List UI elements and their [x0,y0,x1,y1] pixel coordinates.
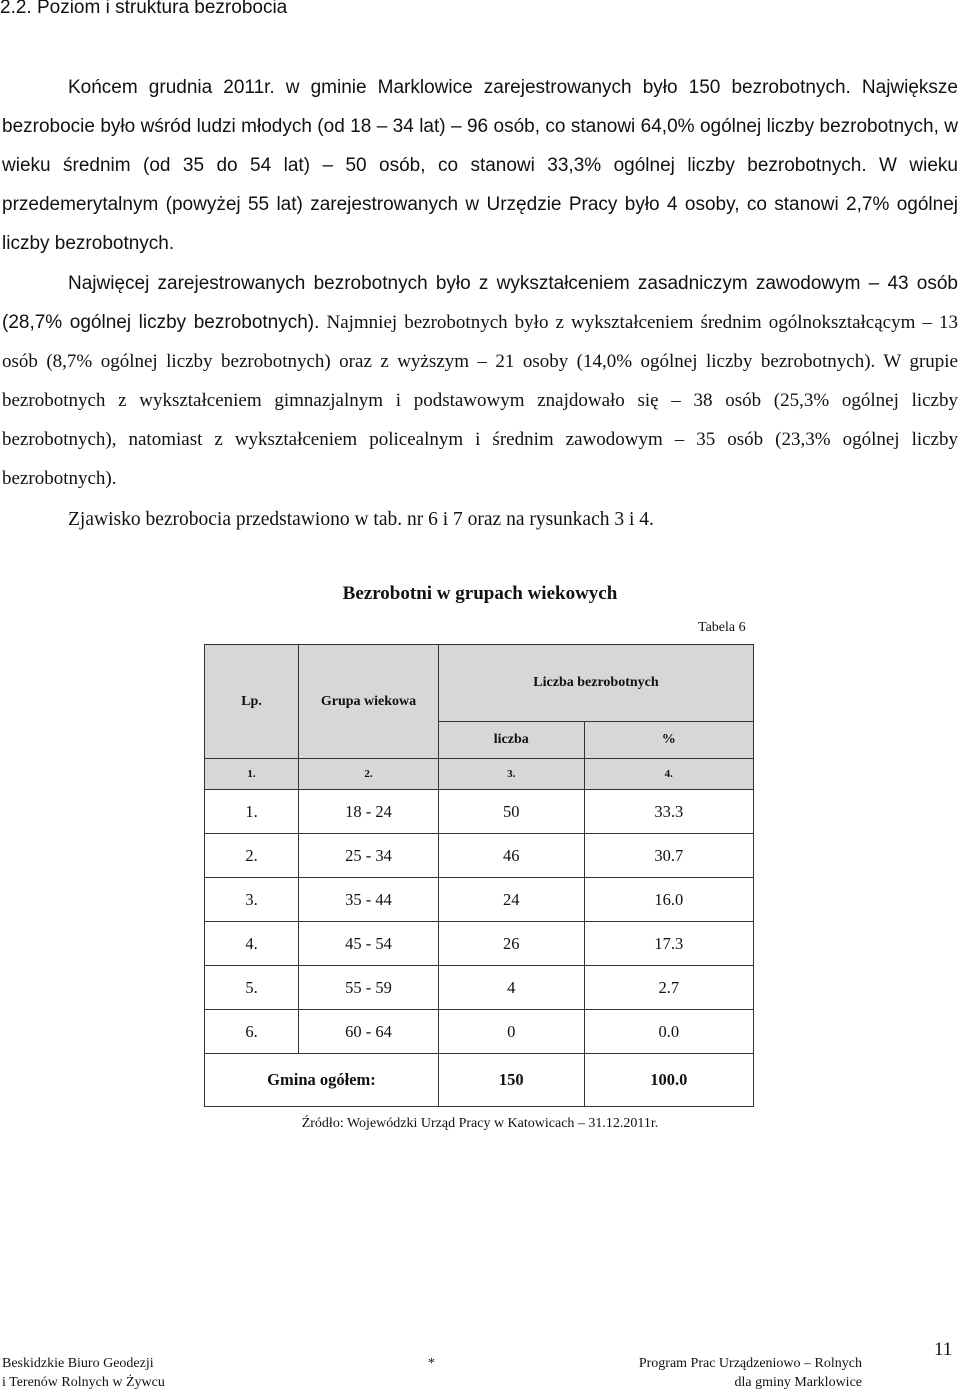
cell-count: 26 [438,922,584,966]
col-number: 4. [584,759,753,790]
header-lp: Lp. [205,645,299,759]
cell-lp: 3. [205,878,299,922]
section-heading: 2.2. Poziom i struktura bezrobocia [0,0,288,18]
page-number: 11 [934,1339,953,1360]
paragraph-part-b: Najmniej bezrobotnych było z wykształceniem średnim ogólnokształcącym – 13 osób (8,7% ogólnej liczby bezrobotnych) oraz z wyższym – 21 osoby (14,0% ogólnej liczby bezrobotnych). W grupie bezrobotnych z wykształceniem gimnazjalnym i podstawowym znajdowało się – 38 osób (25,3% ogólnej liczby bezrobotnych), natomiast z wykształceniem policealnym i średnim zawodowym – 35 osób (23,3% ogólnej liczby bezrobotnych). [2,312,958,490]
cell-group: 35 - 44 [299,878,439,922]
cell-percent: 2.7 [584,966,753,1010]
cell-lp: 2. [205,834,299,878]
footer-left-line2: i Terenów Rolnych w Żywcu [2,1375,165,1390]
cell-group: 55 - 59 [299,966,439,1010]
cell-group: 25 - 34 [299,834,439,878]
cell-group: 45 - 54 [299,922,439,966]
cell-percent: 16.0 [584,878,753,922]
unemployment-table [204,644,754,1107]
footer-left-line1: Beskidzkie Biuro Geodezji [2,1356,154,1371]
cell-group: 60 - 64 [299,1010,439,1054]
footer-right-line1: Program Prac Urządzeniowo – Rolnych [638,1356,862,1371]
cell-lp: 6. [205,1010,299,1054]
table-row [205,834,754,878]
table-row [205,966,754,1010]
cell-count: 50 [438,790,584,834]
paragraph-unemployment-education [2,264,958,499]
table-label: Tabela 6 [698,620,746,635]
col-number: 1. [205,759,299,790]
cell-count: 24 [438,878,584,922]
paragraph-unemployment-age: Końcem grudnia 2011r. w gminie Marklowice zarejestrowanych było 150 bezrobotnych. Największe bezrobocie było wśród ludzi młodych (od 18 – 34 lat) – 96 osób, co stanowi 64,0% ogólnej liczby bezrobotnych, w wieku średnim (od 35 do 54 lat) – 50 osób, co stanowi 33,3% ogólnej liczby bezrobotnych. W wieku przedemerytalnym (powyżej 55 lat) zarejestrowanych w Urzędzie Pracy było 4 osoby, co stanowi 2,7% ogólnej liczby bezrobotnych. [2,77,958,255]
cell-count: 46 [438,834,584,878]
footer-left [2,1354,165,1392]
cell-percent: 0.0 [584,1010,753,1054]
cell-percent: 33.3 [584,790,753,834]
cell-lp: 4. [205,922,299,966]
table-row [205,790,754,834]
table-title: Bezrobotni w grupach wiekowych [342,583,618,604]
header-percent: % [584,722,753,759]
column-number-row [205,759,754,790]
paragraph-reference: Zjawisko bezrobocia przedstawiono w tab. nr 6 i 7 oraz na rysunkach 3 i 4. [68,509,654,530]
header-count-group: Liczba bezrobotnych [438,645,753,722]
header-age-group: Grupa wiekowa [299,645,439,759]
table-source: Źródło: Wojewódzki Urząd Pracy w Katowicach – 31.12.2011r. [301,1116,659,1131]
cell-count: 0 [438,1010,584,1054]
total-label: Gmina ogółem: [205,1054,439,1107]
cell-lp: 1. [205,790,299,834]
total-count: 150 [438,1054,584,1107]
cell-group: 18 - 24 [299,790,439,834]
cell-percent: 30.7 [584,834,753,878]
footer-right-line2: dla gminy Marklowice [734,1375,862,1390]
footer-separator: * [428,1356,435,1371]
header-count: liczba [438,722,584,759]
table-total-row [205,1054,754,1107]
table-row [205,1010,754,1054]
paragraph-part-a: Najwięcej zarejestrowanych bezrobotnych było z wykształceniem zasadniczym zawodowym – 43 osób (28,7% ogólnej liczby bezrobotnych). [2,273,958,334]
col-number: 2. [299,759,439,790]
cell-percent: 17.3 [584,922,753,966]
col-number: 3. [438,759,584,790]
total-percent: 100.0 [584,1054,753,1107]
cell-lp: 5. [205,966,299,1010]
cell-count: 4 [438,966,584,1010]
footer-right [600,1354,862,1392]
table-row [205,878,754,922]
table-row [205,922,754,966]
